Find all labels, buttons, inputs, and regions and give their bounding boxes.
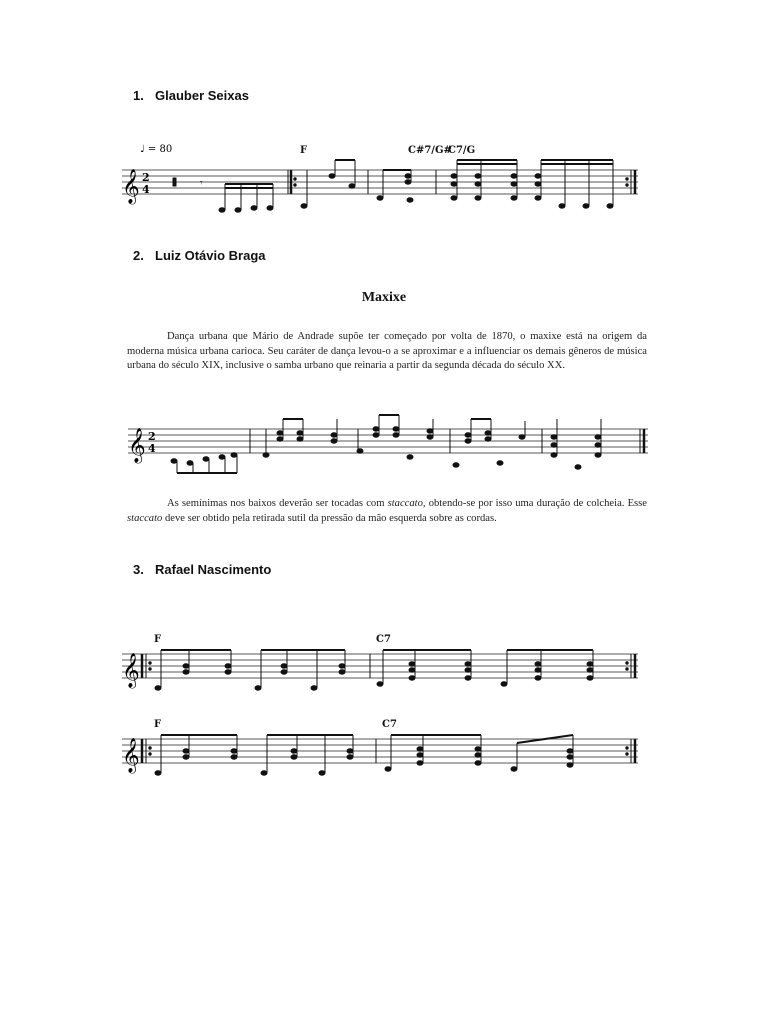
note-emphasis: staccato	[387, 498, 423, 509]
note-emphasis: staccato	[127, 512, 163, 524]
section-number: 2.	[133, 248, 144, 263]
score-glauber-seixas	[118, 140, 642, 240]
section-heading-3	[133, 562, 271, 577]
staccato-note	[127, 497, 647, 526]
score-luiz-otavio-braga	[124, 405, 652, 485]
maxixe-paragraph: Dança urbana que Mário de Andrade supõe ter começado por volta de 1870, o maxixe está na origem da moderna música urbana carioca. Seu caráter de dança levou-o a se aproximar e a influenciar os demais gêneros de música urbana do século XIX, inclusive o samba urbano que reinaria a partir da segunda década do século XX.	[127, 331, 647, 371]
section-heading-2	[133, 248, 266, 263]
treble-clef-icon: 𝄞	[122, 653, 140, 688]
time-signature-top: 2	[148, 430, 156, 443]
tempo-marking: ♩ = 80	[140, 144, 173, 155]
chord-symbol: C7	[376, 634, 391, 645]
score-rafael-nascimento-row-2	[118, 715, 642, 785]
section-number: 1.	[133, 88, 144, 103]
score-rafael-nascimento-row-1	[118, 630, 642, 700]
notes	[171, 415, 644, 473]
notes	[142, 650, 635, 690]
note-text: , obtendo-se por isso uma duração de colcheia. Esse	[422, 498, 648, 509]
staff-lines	[122, 739, 638, 763]
staff-lines	[128, 429, 648, 453]
notes	[142, 735, 635, 775]
treble-clef-icon: 𝄞	[122, 738, 140, 773]
chord-symbol: F	[300, 145, 308, 156]
chord-symbol: C#7/G#	[408, 145, 452, 156]
section-name: Glauber Seixas	[155, 88, 249, 103]
chord-symbol: C7/G	[448, 145, 476, 156]
section-heading-1	[133, 88, 249, 103]
staff-lines	[122, 654, 638, 678]
time-signature-bottom: 4	[148, 442, 156, 455]
svg-text:𝄾: 𝄾	[200, 178, 203, 189]
time-signature-top: 2	[142, 171, 150, 184]
chord-symbol: C7	[382, 719, 397, 730]
note-text: As semínimas nos baixos deverão ser tocadas com	[167, 498, 388, 509]
maxixe-title: Maxixe	[361, 290, 407, 305]
treble-clef-icon: 𝄞	[122, 169, 140, 204]
note-text: deve ser obtido pela retirada sutil da pressão da mão esquerda sobre as cordas.	[162, 512, 497, 524]
section-name: Rafael Nascimento	[155, 562, 272, 577]
section-name: Luiz Otávio Braga	[155, 248, 266, 263]
chord-symbol: F	[154, 634, 162, 645]
chord-symbol: F	[154, 719, 162, 730]
treble-clef-icon: 𝄞	[128, 428, 146, 463]
time-signature-bottom: 4	[142, 183, 150, 196]
notes	[173, 160, 635, 212]
section-number: 3.	[133, 562, 144, 577]
